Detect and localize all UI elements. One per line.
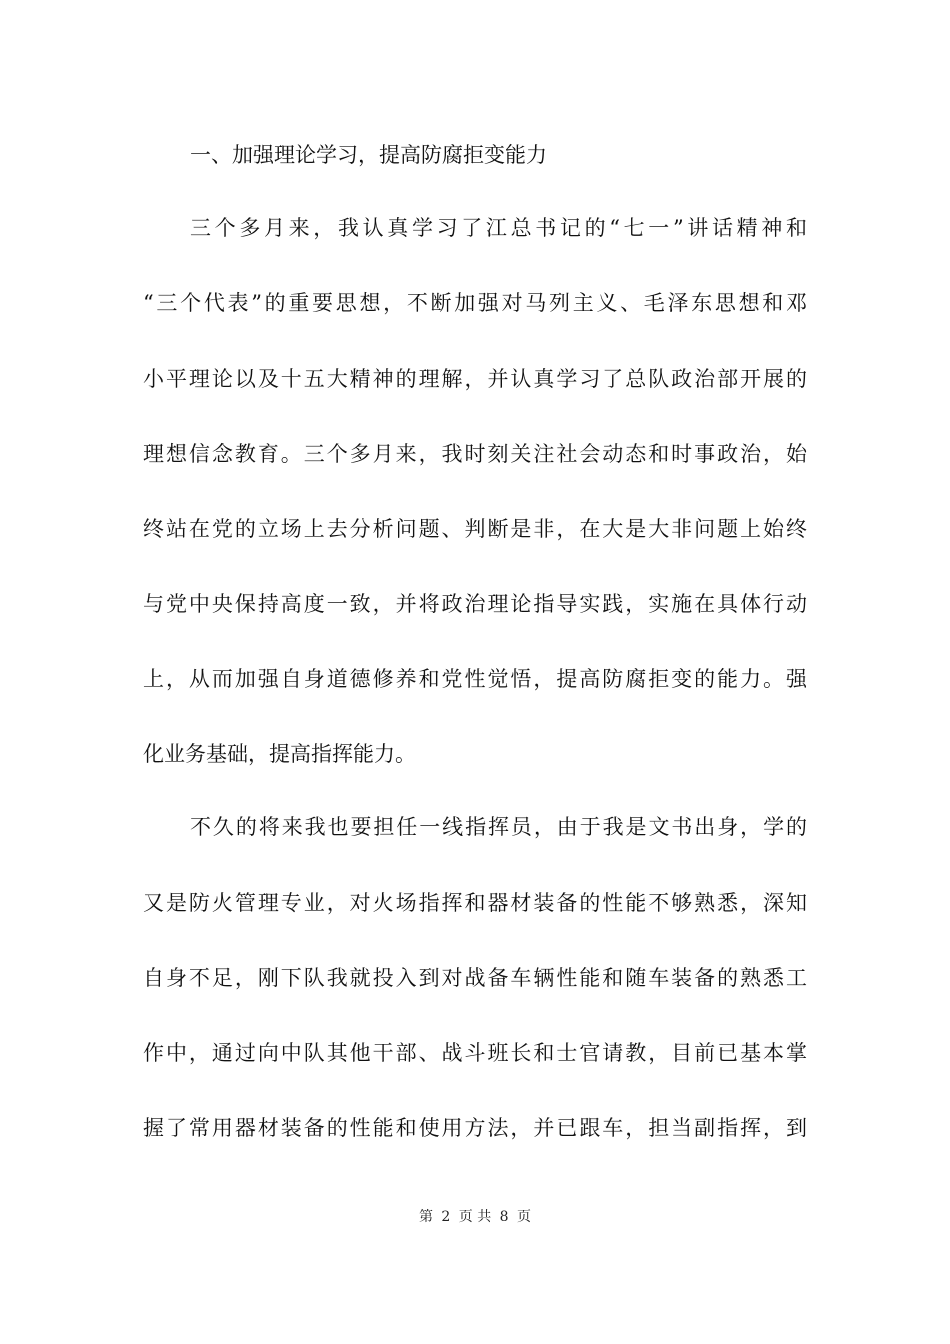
footer-middle: 页 共 [458, 1209, 492, 1225]
paragraph-line: 又是防火管理专业，对火场指挥和器材装备的性能不够熟悉，深知 [143, 891, 807, 915]
section-heading: 一、加强理论学习，提高防腐拒变能力 [190, 143, 547, 167]
paragraph-line: 理想信念教育。三个多月来，我时刻关注社会动态和时事政治，始 [143, 442, 807, 466]
footer-suffix: 页 [517, 1209, 532, 1225]
page-footer [0, 1208, 950, 1226]
paragraph-line: 上，从而加强自身道德修养和党性觉悟，提高防腐拒变的能力。强 [143, 667, 807, 691]
paragraph-line: 化业务基础，提高指挥能力。 [143, 742, 416, 766]
paragraph-line: 不久的将来我也要担任一线指挥员，由于我是文书出身，学的 [190, 815, 807, 839]
footer-prefix: 第 [418, 1209, 433, 1225]
paragraph-line: “三个代表”的重要思想，不断加强对马列主义、毛泽东思想和邓 [143, 291, 807, 315]
paragraph-line: 小平理论以及十五大精神的理解，并认真学习了总队政治部开展的 [143, 367, 807, 391]
paragraph-line: 握了常用器材装备的性能和使用方法，并已跟车，担当副指挥，到 [143, 1116, 807, 1140]
footer-current-page: 2 [441, 1209, 451, 1225]
paragraph-line: 作中，通过向中队其他干部、战斗班长和士官请教，目前已基本掌 [143, 1041, 807, 1065]
footer-total-pages: 8 [499, 1209, 509, 1225]
paragraph-line: 自身不足，刚下队我就投入到对战备车辆性能和随车装备的熟悉工 [143, 966, 807, 990]
paragraph-line: 与党中央保持高度一致，并将政治理论指导实践，实施在具体行动 [143, 592, 807, 616]
paragraph-line: 三个多月来，我认真学习了江总书记的“七一”讲话精神和 [190, 216, 807, 240]
paragraph-line: 终站在党的立场上去分析问题、判断是非，在大是大非问题上始终 [143, 517, 807, 541]
